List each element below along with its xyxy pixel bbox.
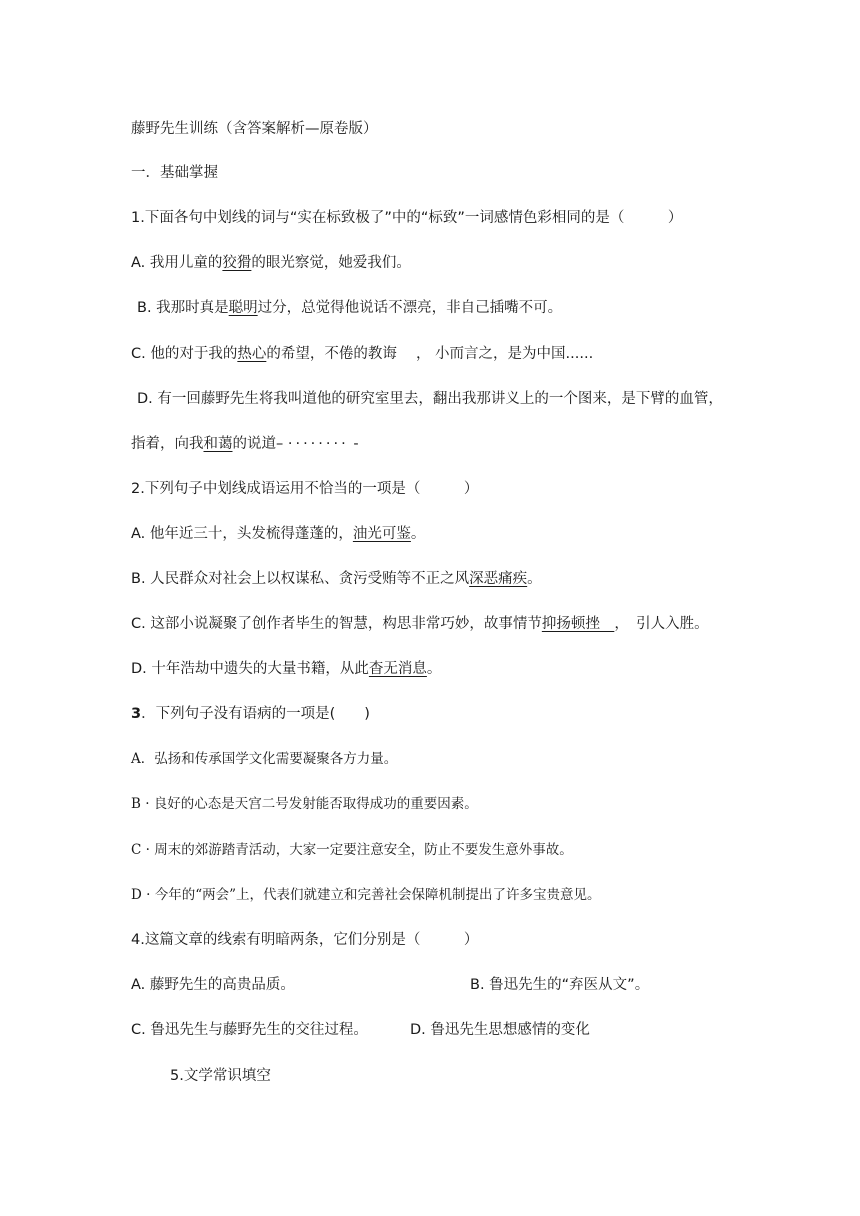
q5-stem: 5.文学常识填空 bbox=[170, 1068, 271, 1084]
q3-option-b: B · 良好的心态是天宫二号发射能否取得成功的重要因素。 bbox=[131, 796, 478, 812]
underlined-idiom: 深恶痛疾 bbox=[469, 571, 528, 587]
q4-option-b: B. 鲁迅先生的“弃医从文”。 bbox=[470, 977, 650, 993]
q2-option-c bbox=[131, 614, 709, 634]
q3-stem bbox=[131, 704, 370, 724]
q3-option-a: A．弘扬和传承国学文化需要凝聚各方力量。 bbox=[131, 751, 398, 767]
q1-option-b bbox=[137, 298, 562, 318]
option-text: 的希望，不倦的教诲 ， 小而言之，是为中国...... bbox=[266, 346, 594, 362]
underlined-word: 狡猾 bbox=[222, 255, 252, 271]
option-text: 指着，向我 bbox=[131, 436, 204, 452]
underlined-idiom: 杳无消息 bbox=[368, 661, 427, 677]
option-text: 过分，总觉得他说话不漂亮，非自己插嘴不可。 bbox=[257, 300, 563, 316]
option-text: A. 我用儿童的 bbox=[131, 255, 223, 271]
q3-option-c: C · 周末的郊游踏青活动，大家一定要注意安全，防止不要发生意外事故。 bbox=[131, 842, 573, 858]
q3-option-d: D · 今年的“两会”上，代表们就建立和完善社会保障机制提出了许多宝贵意见。 bbox=[131, 887, 601, 903]
underlined-idiom: 油光可鉴 bbox=[352, 526, 411, 542]
q2-stem: 2.下列句子中划线成语运用不恰当的一项是（ ） bbox=[131, 481, 479, 497]
q1-option-a bbox=[131, 253, 411, 273]
document-title: 藤野先生训练（含答案解析—原卷版） bbox=[131, 121, 378, 137]
q2-option-a bbox=[131, 524, 425, 544]
q2-option-d bbox=[131, 659, 441, 679]
underlined-idiom: 抑扬顿挫 bbox=[541, 616, 615, 632]
underlined-word: 热心 bbox=[237, 346, 267, 362]
option-text: 的说道– bbox=[232, 436, 284, 452]
ellipsis-dots: ········ bbox=[287, 436, 349, 452]
q1-stem: 1.下面各句中划线的词与“实在标致极了”中的“标致”一词感情色彩相同的是（ ） bbox=[131, 210, 683, 226]
option-text: B. 我那时真是 bbox=[137, 300, 229, 316]
q1-option-c bbox=[131, 344, 593, 364]
q4-option-c: C. 鲁迅先生与藤野先生的交往过程。 bbox=[131, 1022, 368, 1038]
option-text: 。 bbox=[410, 526, 426, 542]
underlined-word: 聪明 bbox=[228, 300, 258, 316]
q2-option-b bbox=[131, 569, 542, 589]
option-text: 。 bbox=[527, 571, 542, 587]
option-text: 。 bbox=[426, 661, 442, 677]
option-text: 的眼光察觉，她爱我们。 bbox=[251, 255, 411, 271]
q1-option-d-continued bbox=[131, 434, 359, 454]
q1-option-d: D. 有一回藤野先生将我叫道他的研究室里去，翻出我那讲义上的一个图来，是下臂的血管， bbox=[137, 391, 723, 407]
q4-option-a: A. 藤野先生的高贵品质。 bbox=[131, 977, 295, 993]
q4-stem: 4.这篇文章的线索有明暗两条，它们分别是（ ） bbox=[131, 932, 479, 948]
q4-option-d: D. 鲁迅先生思想感情的变化 bbox=[410, 1022, 590, 1038]
question-text: ．下列句子没有语病的一项是( ) bbox=[141, 706, 370, 722]
option-text: B. 人民群众对社会上以权谋私、贪污受贿等不正之风 bbox=[131, 571, 470, 587]
option-text: C. 他的对于我的 bbox=[131, 346, 238, 362]
question-number: 3 bbox=[131, 706, 142, 722]
dash: - bbox=[353, 436, 359, 452]
underlined-word: 和蔼 bbox=[203, 436, 233, 452]
option-text: A. 他年近三十，头发梳得蓬蓬的， bbox=[131, 526, 353, 542]
section-heading: 一．基础掌握 bbox=[131, 165, 218, 181]
option-text: ， 引人入胜。 bbox=[614, 616, 709, 632]
option-text: D. 十年浩劫中遗失的大量书籍，从此 bbox=[131, 661, 369, 677]
option-text: C. 这部小说凝聚了创作者毕生的智慧，构思非常巧妙，故事情节 bbox=[131, 616, 542, 632]
